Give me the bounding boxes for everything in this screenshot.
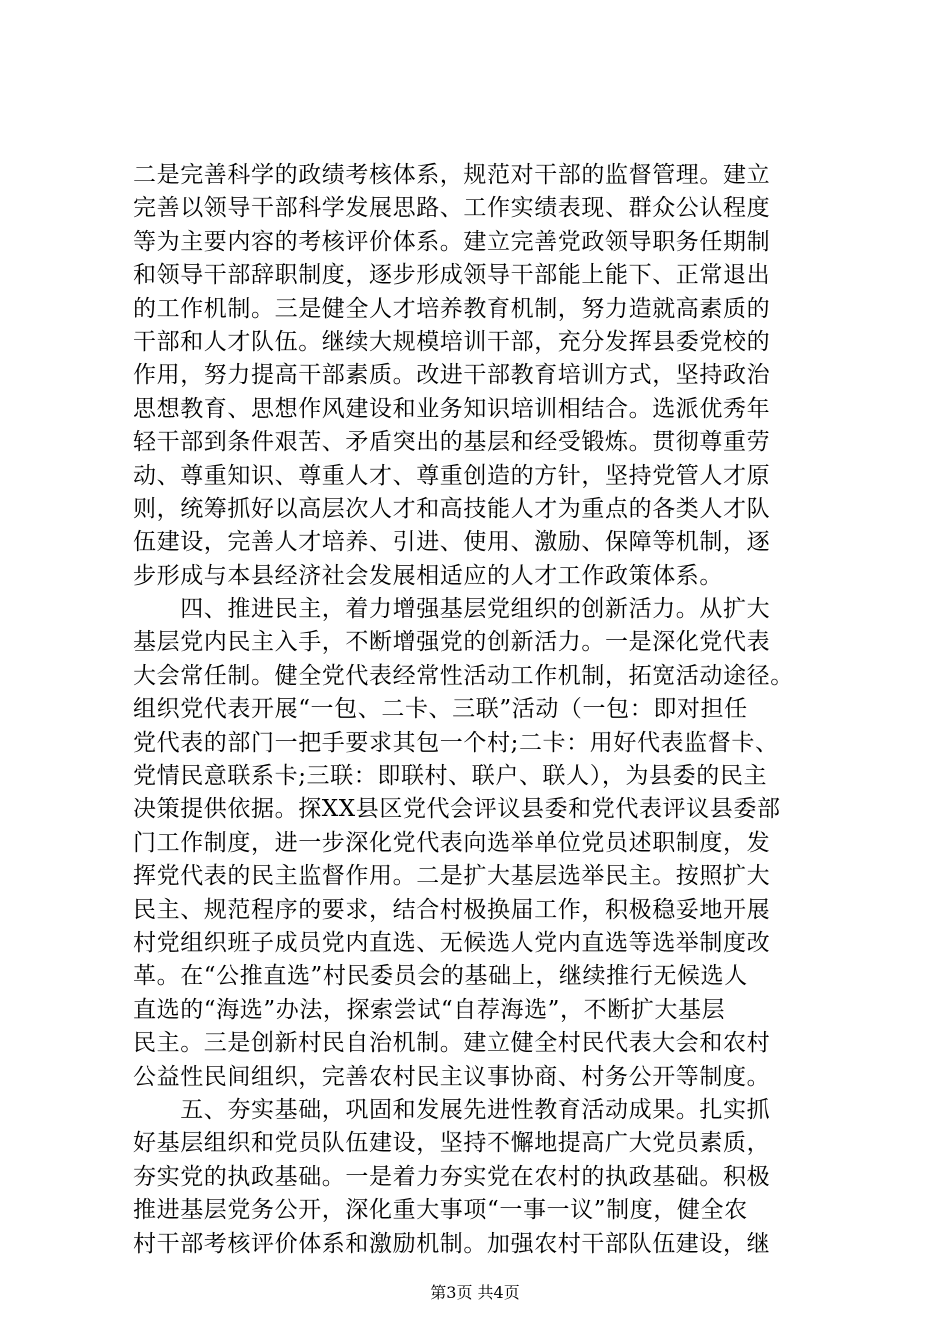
text-line: 五、夯实基础，巩固和发展先进性教育活动成果。扎实抓 (133, 1096, 771, 1123)
text-line: 门工作制度，进一步深化党代表向选举单位党员述职制度，发 (133, 829, 771, 856)
text-line: 完善以领导干部科学发展思路、工作实绩表现、群众公认程度 (133, 195, 771, 222)
text-line: 则，统筹抓好以高层次人才和高技能人才为重点的各类人才队 (133, 495, 771, 522)
text-line: 民主、规范程序的要求，结合村极换届工作，积极稳妥地开展 (133, 896, 771, 923)
text-line: 好基层组织和党员队伍建设，坚持不懈地提高广大党员素质， (133, 1130, 771, 1157)
text-line: 党代表的部门一把手要求其包一个村;二卡：用好代表监督卡、 (133, 729, 779, 756)
text-line: 推进基层党务公开，深化重大事项“一事一议”制度，健全农 (133, 1197, 748, 1224)
text-line: 基层党内民主入手，不断增强党的创新活力。一是深化党代表 (133, 629, 771, 656)
text-line: 公益性民间组织，完善农村民主议事协商、村务公开等制度。 (133, 1063, 771, 1090)
text-line: 思想教育、思想作风建设和业务知识培训相结合。选派优秀年 (133, 395, 771, 422)
text-line: 轻干部到条件艰苦、矛盾突出的基层和经受锻炼。贯彻尊重劳 (133, 429, 771, 456)
text-line: 二是完善科学的政绩考核体系，规范对干部的监督管理。建立 (133, 162, 771, 188)
text-line: 伍建设，完善人才培养、引进、使用、激励、保障等机制，逐 (133, 529, 771, 556)
text-line: 党情民意联系卡;三联：即联村、联户、联人），为县委的民主 (133, 763, 768, 790)
text-line: 大会常任制。健全党代表经常性活动工作机制，拓宽活动途径。 (133, 662, 794, 689)
text-line: 直选的“海选”办法，探索尝试“自荐海选”，不断扩大基层 (133, 996, 726, 1023)
text-line: 村干部考核评价体系和激励机制。加强农村干部队伍建设，继 (133, 1230, 771, 1257)
text-line: 的工作机制。三是健全人才培养教育机制，努力造就高素质的 (133, 295, 771, 322)
text-line: 革。在“公推直选”村民委员会的基础上，继续推行无候选人 (133, 963, 748, 990)
text-line: 民主。三是创新村民自治机制。建立健全村民代表大会和农村 (133, 1030, 771, 1057)
text-line: 夯实党的执政基础。一是着力夯实党在农村的执政基础。积极 (133, 1163, 771, 1190)
body-text (133, 159, 833, 1261)
text-line: 四、推进民主，着力增强基层党组织的创新活力。从扩大 (133, 596, 771, 623)
text-line: 动、尊重知识、尊重人才、尊重创造的方针，坚持党管人才原 (133, 462, 771, 489)
text-line: 村党组织班子成员党内直选、无候选人党内直选等选举制度改 (133, 929, 771, 956)
text-line: 步形成与本县经济社会发展相适应的人才工作政策体系。 (133, 562, 723, 589)
text-line: 挥党代表的民主监督作用。二是扩大基层选举民主。按照扩大 (133, 863, 771, 890)
page-footer: 第3页 共4页 (430, 1283, 520, 1302)
text-line: 等为主要内容的考核评价体系。建立完善党政领导职务任期制 (133, 228, 771, 255)
text-line: 组织党代表开展“一包、二卡、三联”活动（一包：即对担任 (133, 696, 748, 723)
text-line: 作用，努力提高干部素质。改进干部教育培训方式，坚持政治 (133, 362, 771, 389)
text-line: 和领导干部辞职制度，逐步形成领导干部能上能下、正常退出 (133, 262, 771, 289)
text-line: 干部和人才队伍。继续大规模培训干部，充分发挥县委党校的 (133, 328, 771, 355)
text-line: 决策提供依据。探XX县区党代会评议县委和党代表评议县委部 (133, 796, 781, 823)
